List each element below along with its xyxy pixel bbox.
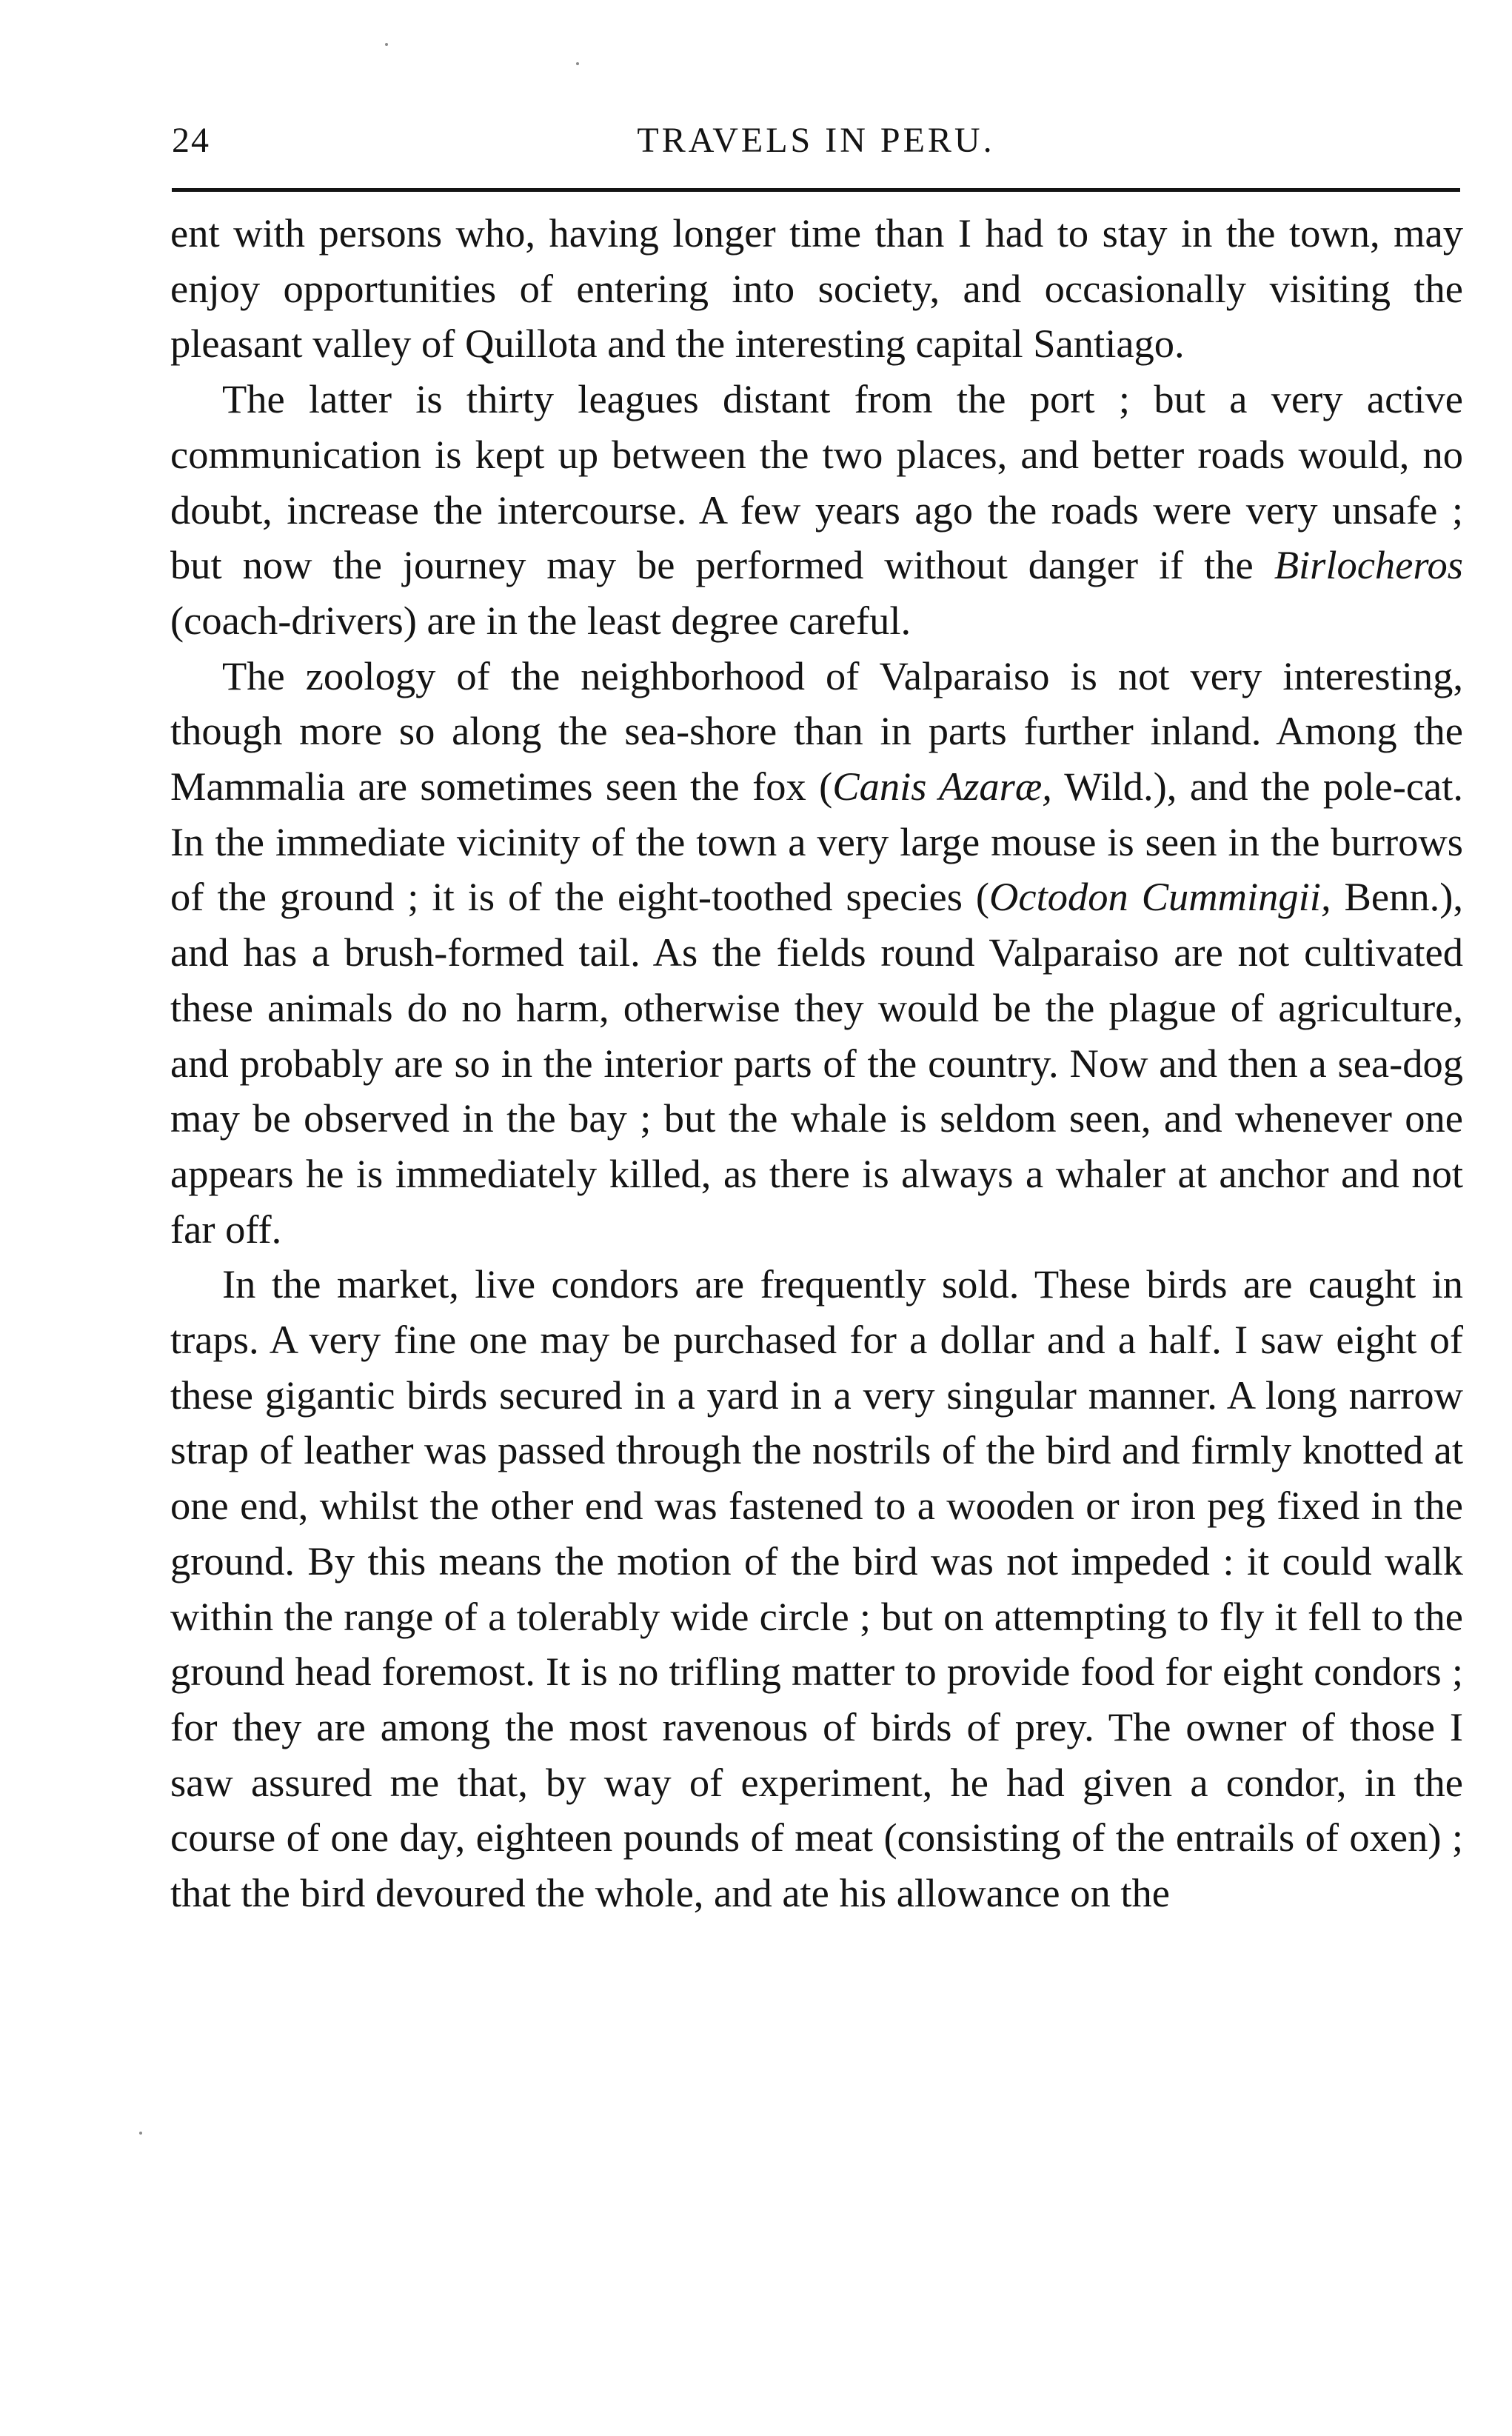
- body-text: [170, 206, 1463, 1921]
- page-number: 24: [172, 121, 210, 160]
- paragraph-text: ent with persons who, having longer time than I had to stay in the town, may enjoy opportunities of entering into society, and occasionally visiting the pleasant valley of Quillota and the interesting capital Santiago.: [170, 210, 1463, 367]
- italic-species: Octodon Cummingii,: [989, 874, 1331, 920]
- paragraph-zoology: [170, 649, 1463, 1258]
- paragraph-text: In the market, live condors are frequently sold. These birds are caught in traps. A very fine one may be purchased for a dollar and a half. I saw eight of these gigantic birds secured in a yard in a very singular manner. A long narrow strap of leather was passed through the nostrils of the bird and firmly knotted at one end, whilst the other end was fastened to a wooden or iron peg fixed in the ground. By this means the motion of the bird was not impeded : it could walk within the range of a tolerably wide circle ; but on attempting to fly it fell to the ground head foremost. It is no trifling matter to provide food for eight condors ; for they are among the most ravenous of birds of prey. The owner of those I saw assured me that, by way of experiment, he had given a condor, in the course of one day, eighteen pounds of meat (consisting of the entrails of oxen) ; that the bird devoured the whole, and ate his allowance on the: [170, 1261, 1463, 1916]
- running-title: TRAVELS IN PERU.: [637, 121, 995, 160]
- print-speck: [576, 62, 579, 65]
- paragraph-roads: [170, 372, 1463, 649]
- paragraph-text: The zoology of the neighborhood of Valparaiso is not very interesting, though more so along the sea-shore than in parts further inland. Among the Mammalia are sometimes seen the fox (: [170, 653, 1463, 810]
- paragraph-text: The latter is thirty leagues distant from the port ; but a very active communication is kept up between the two places, and better roads would, no doubt, increase the intercourse. A few years ago the roads were very unsafe ; but now the journey may be performed without danger if the: [170, 376, 1463, 588]
- print-speck: [139, 2132, 142, 2135]
- paragraph-text: Wild.), and the pole-cat. In the immediate vicinity of the town a very large mouse is seen in the burrows of the ground ; it is of the eight-toothed species (: [170, 764, 1463, 920]
- page-header: [172, 120, 1460, 172]
- paragraph-condors: [170, 1257, 1463, 1921]
- paragraph-text: (coach-drivers) are in the least degree careful.: [170, 597, 911, 643]
- header-rule: [172, 188, 1460, 192]
- italic-term: Birlocheros: [1274, 542, 1463, 588]
- paragraph-text: Benn.), and has a brush-formed tail. As the fields round Valparaiso are not cultivated these animals do no harm, otherwise they would be the plague of agriculture, and probably are so in the interior parts of the country. Now and then a sea-dog may be observed in the bay ; but the whale is seldom seen, and whenever one appears he is immediately killed, as there is always a whaler at anchor and not far off.: [170, 874, 1463, 1252]
- italic-species: Canis Azaræ,: [832, 764, 1052, 810]
- print-speck: [385, 43, 388, 46]
- paragraph-continuation: [170, 206, 1463, 372]
